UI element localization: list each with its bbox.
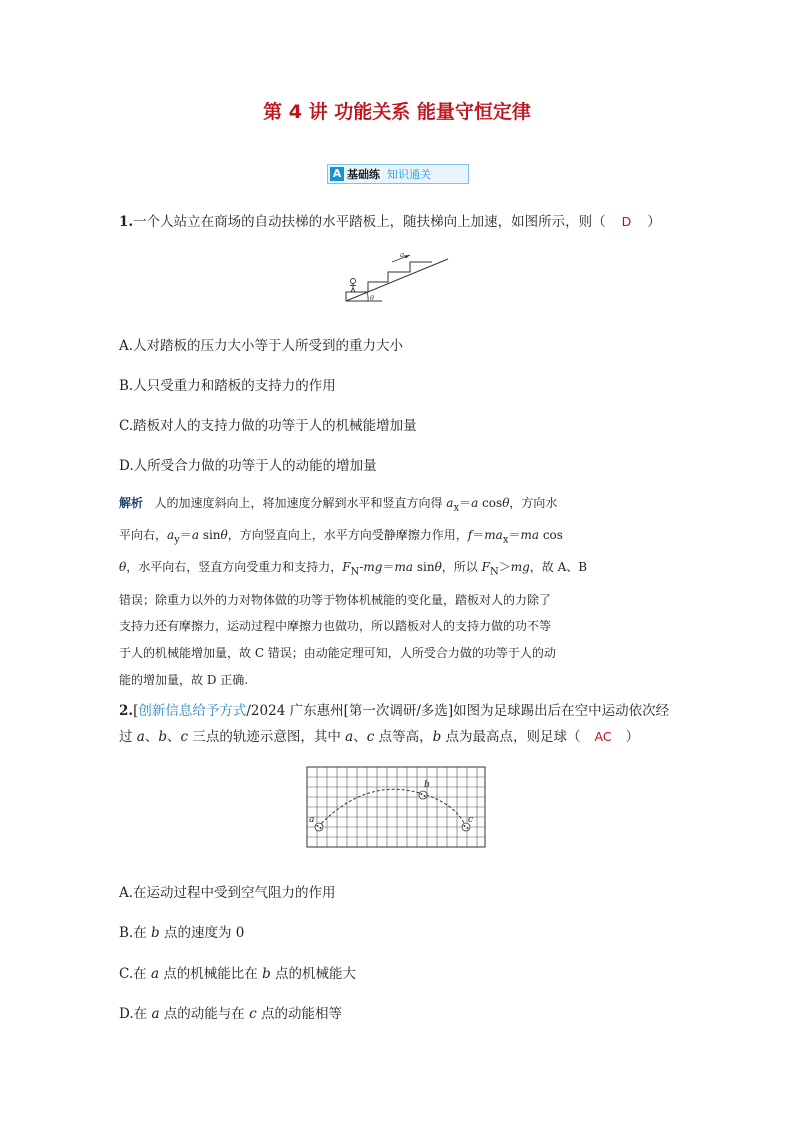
q2-stem-line-2: 过 a、b、c 三点的轨迹示意图，其中 a、c 点等高，b 点为最高点，则足球（ AC ） [119, 729, 640, 745]
q2-option-c: C.在 a 点的机械能比在 b 点的机械能大 [119, 966, 357, 982]
person-icon [350, 279, 356, 293]
escalator-figure [340, 249, 456, 305]
analysis-line-2: 平向右，$a_y=a$ sinθ，方向竖直向上，水平方向受静摩擦力作用，$f=ma_x=ma$ cos [119, 528, 563, 546]
analysis-line-7: 能的增加量，故 D 正确. [119, 672, 249, 687]
q1-number: 1. [119, 214, 134, 230]
badge-label: 基础练 [347, 168, 380, 181]
q2-option-d: D.在 a 点的动能与在 c 点的动能相等 [119, 1006, 342, 1022]
q1-option-c: C.踏板对人的支持力做的功等于人的机械能增加量 [119, 418, 417, 434]
q2-answer: AC [594, 729, 612, 744]
label-c: c [468, 815, 474, 825]
ball-a-icon [315, 823, 323, 831]
ball-b-icon [419, 791, 427, 799]
q2-option-b: B.在 b 点的速度为 0 [119, 925, 245, 941]
q1-analysis [119, 490, 639, 694]
label-b: b [424, 780, 430, 790]
analysis-line-5: 支持力还有摩擦力，运动过程中摩擦力也做功，所以踏板对人的支持力做的功不等 [119, 619, 552, 634]
trajectory-figure [306, 766, 486, 848]
analysis-line-1: 解析 人的加速度斜向上，将加速度分解到水平和竖直方向得 $a_x=a$ cosθ，方向水 [119, 496, 558, 514]
label-a: a [309, 815, 315, 825]
q2-option-a: A.在运动过程中受到空气阻力的作用 [119, 885, 336, 901]
q1-option-b: B.人只受重力和踏板的支持力的作用 [119, 378, 336, 394]
q1-stem: 一个人站立在商场的自动扶梯的水平踏板上，随扶梯向上加速，如图所示，则（ [133, 214, 606, 230]
q1-stem-line [119, 212, 661, 232]
analysis-line-6: 于人的机械能增加量，故 C 错误；由动能定理可知，人所受合力做的功等于人的动 [119, 646, 556, 661]
accel-label: a [400, 251, 405, 259]
q2-stem-line-1: 2.[创新信息给予方式/2024 广东惠州[第一次调研/多选]如图为足球踢出后在空中运动依次经 [119, 703, 670, 719]
angle-label: θ [370, 294, 374, 302]
badge-letter: A [330, 167, 344, 181]
incline-line [346, 259, 448, 301]
q1-answer: D [621, 214, 632, 229]
page-title: 第 4 讲 功能关系 能量守恒定律 [263, 101, 531, 123]
q2-number: 2. [119, 703, 134, 719]
q1-option-a: A.人对踏板的压力大小等于人所受到的重力大小 [119, 338, 404, 354]
analysis-line-3: θ，水平向右，竖直方向受重力和支持力，$F_N-mg=ma$ sinθ，所以 $F_N>mg$，故 A、B [119, 560, 588, 578]
analysis-heading: 解析 [119, 496, 144, 510]
analysis-line-4: 错误；除重力以外的力对物体做的功等于物体机械能的变化量，踏板对人的力除了 [119, 592, 552, 607]
q2-source: /2024 广东惠州[第一次调研/多选] [246, 703, 454, 719]
q2-tag: 创新信息给予方式 [138, 703, 247, 719]
q1-option-d: D.人所受合力做的功等于人的动能的增加量 [119, 458, 377, 474]
badge-sublabel: 知识通关 [387, 168, 431, 181]
q1-close: ） [647, 214, 661, 230]
q2-stem-1: 如图为足球踢出后在空中运动依次经 [453, 703, 670, 719]
section-badge [327, 164, 469, 184]
